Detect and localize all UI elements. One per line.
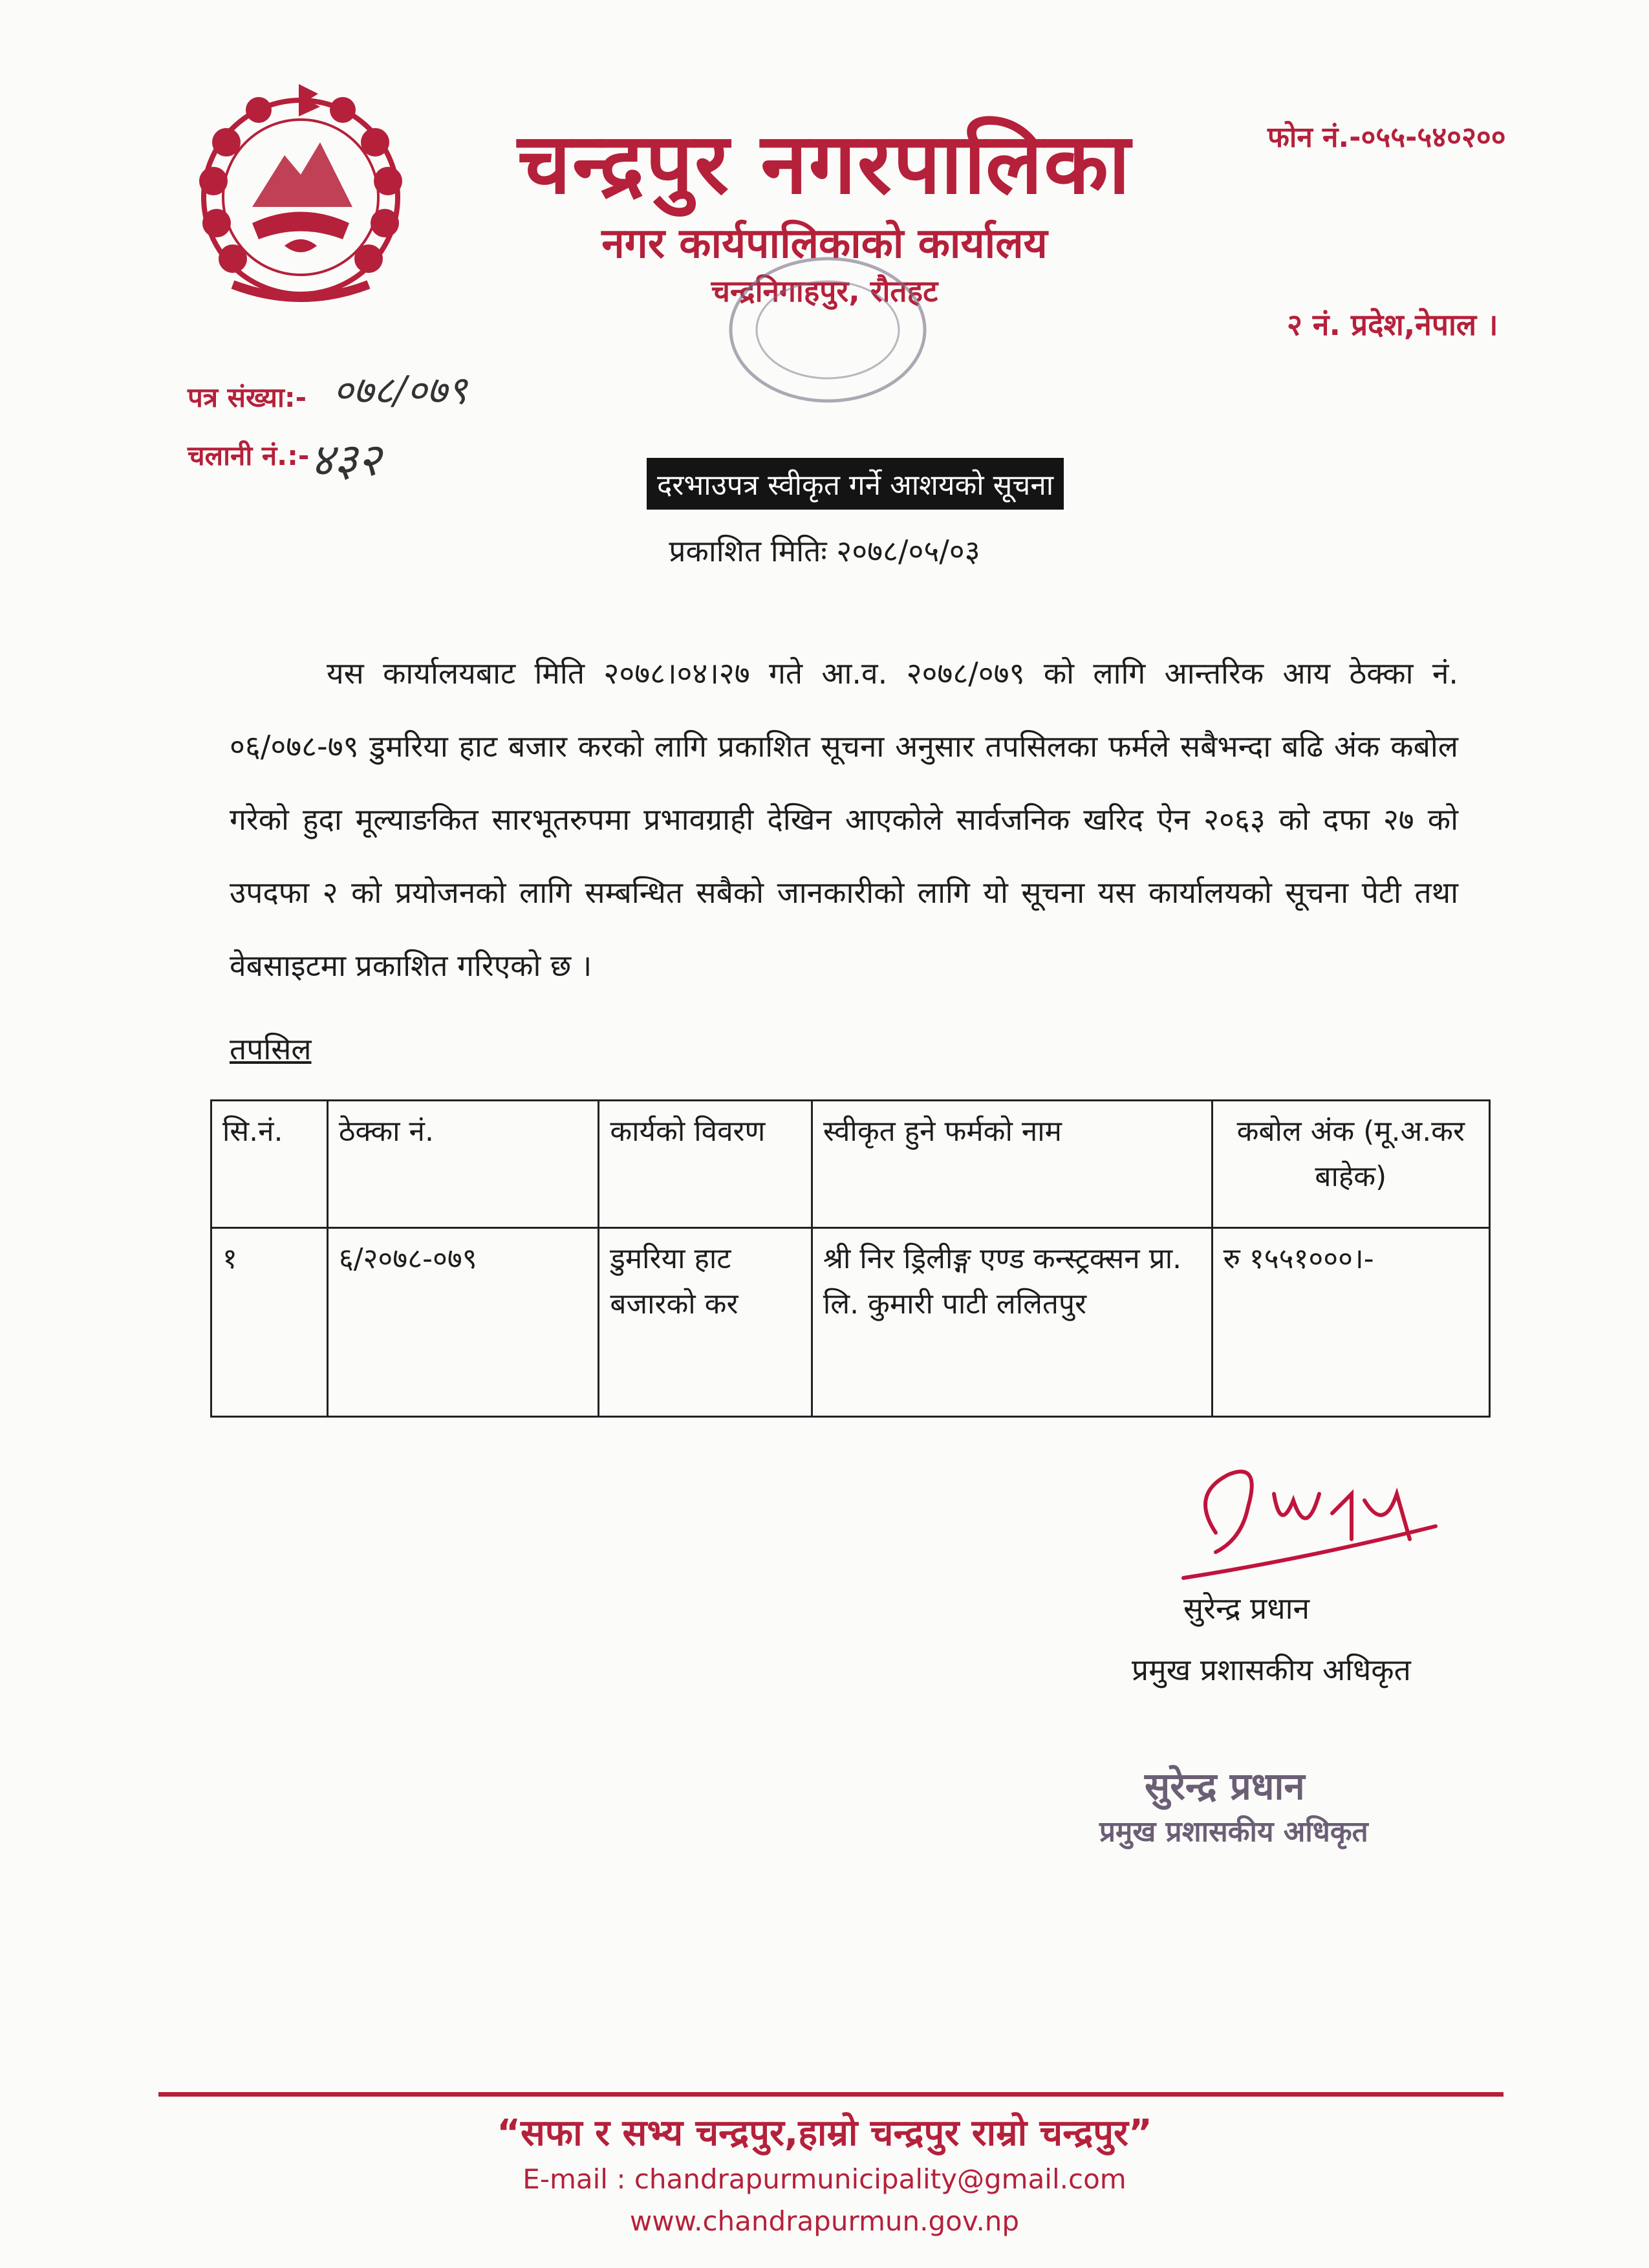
cell-firm: श्री निर ड्रिलीङ्ग एण्ड कन्स्ट्रक्सन प्रा. लि. कुमारी पाटी ललितपुर <box>812 1228 1212 1417</box>
col-header-amount: कबोल अंक (मू.अ.कर बाहेक) <box>1212 1101 1489 1228</box>
cell-sn: १ <box>211 1228 328 1417</box>
table-row <box>211 1228 1490 1417</box>
cell-contract-no: ६/२०७८-०७९ <box>327 1228 598 1417</box>
schedule-heading: तपसिल <box>230 1031 312 1066</box>
dispatch-no-label: चलानी नं.:- <box>188 440 310 471</box>
footer-website: www.chandrapurmun.gov.np <box>629 2205 1020 2237</box>
title-stamp: प्रमुख प्रशासकीय अधिकृत <box>1099 1815 1368 1848</box>
province-address: २ नं. प्रदेश,नेपाल । <box>1287 307 1498 342</box>
ref-no-value: ०७८/०७९ <box>333 368 468 413</box>
cell-amount: रु १५५१०००।- <box>1212 1228 1489 1417</box>
office-stamp <box>698 246 957 414</box>
dispatch-no-value: ४३२ <box>310 433 382 486</box>
name-stamp: सुरेन्द्र प्रधान <box>1145 1764 1305 1808</box>
schedule-table <box>210 1099 1491 1418</box>
notice-body: यस कार्यालयबाट मिति २०७८।०४।२७ गते आ.व. २०७८/०७९ को लागि आन्तरिक आय ठेक्का नं. ०६/०७८-७९ डुमरिया हाट बजार करको लागि प्रकाशित सूचना अनुसार तपसिलका फर्मले सबैभन्दा बढि अंक कबोल गरेको हुदा मूल्याङकित सारभूतरुपमा प्रभावग्राही देखिन आएकोले सार्वजनिक खरिद ऐन २०६३ को दफा २७ को उपदफा २ को प्रयोजनको लागि सम्बन्धित सबैको जानकारीको लागि यो सूचना यस कार्यालयको सूचना पेटी तथा वेबसाइटमा प्रकाशित गरिएको छ । <box>230 656 1458 983</box>
office-name: नगर कार्यपालिकाको कार्यालय <box>601 220 1048 268</box>
org-name: चन्द्रपुर नगरपालिका <box>517 114 1132 213</box>
footer-email: E-mail : chandrapurmunicipality@gmail.com <box>523 2163 1126 2195</box>
published-date: प्रकाशित मितिः २०७८/०५/०३ <box>669 534 980 568</box>
cell-description: डुमरिया हाट बजारको कर <box>599 1228 812 1417</box>
office-address: चन्द्रनिगाहपुर, रौतहट <box>711 274 938 308</box>
col-header-description: कार्यको विवरण <box>599 1101 812 1228</box>
table-header-row <box>211 1101 1490 1228</box>
col-header-contract-no: ठेक्का नं. <box>327 1101 598 1228</box>
footer-slogan: “सफा र सभ्य चन्द्रपुर,हाम्रो चन्द्रपुर राम्रो चन्द्रपुर” <box>497 2112 1152 2154</box>
signature <box>1177 1455 1449 1597</box>
signatory-name: सुरेन्द्र प्रधान <box>1183 1591 1310 1626</box>
ref-no-label: पत्र संख्या:- <box>188 382 307 413</box>
phone-number: फोन नं.-०५५-५४०२०० <box>1267 121 1506 154</box>
col-header-firm: स्वीकृत हुने फर्मको नाम <box>812 1101 1212 1228</box>
notice-title: दरभाउपत्र स्वीकृत गर्ने आशयको सूचना <box>647 458 1064 510</box>
footer-divider <box>158 2092 1503 2097</box>
col-header-sn: सि.नं. <box>211 1101 328 1228</box>
signatory-title: प्रमुख प्रशासकीय अधिकृत <box>1132 1652 1411 1687</box>
